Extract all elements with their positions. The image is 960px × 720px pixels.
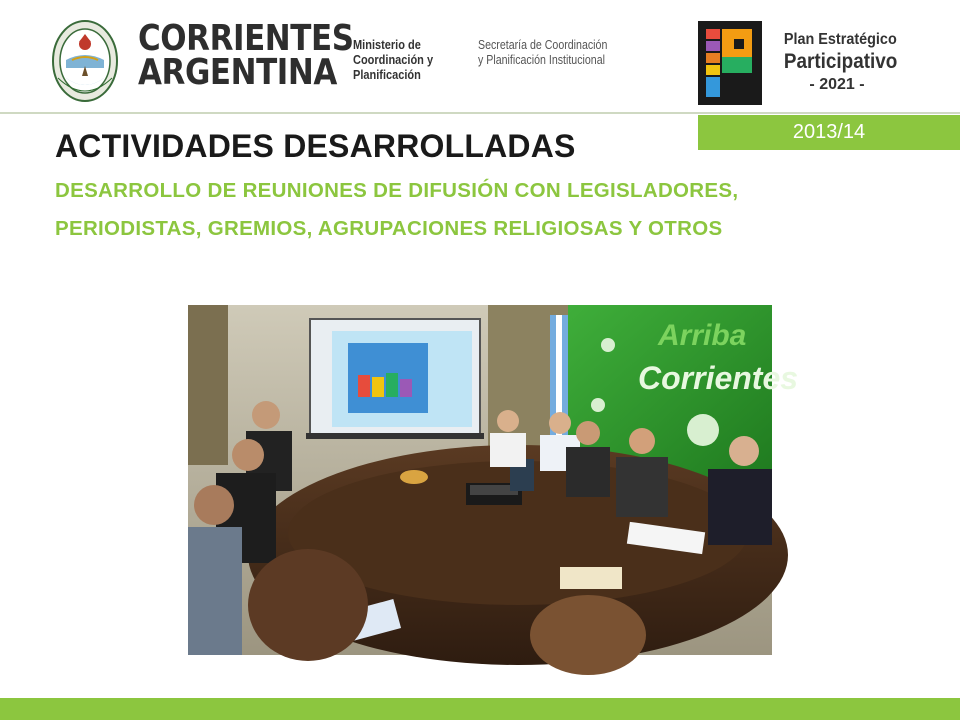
page-subtitle: DESARROLLO DE REUNIONES DE DIFUSIÓN CON LEGISLADORES, PERIODISTAS, GREMIOS, AGRUPACIONES RELIGIOSAS Y OTROS bbox=[55, 179, 739, 240]
brand-line-2: ARGENTINA bbox=[138, 52, 337, 93]
brand-wordmark bbox=[138, 18, 389, 93]
plan-estrategico-logo-icon bbox=[698, 21, 762, 105]
header-divider bbox=[0, 112, 960, 114]
banner-text-1: Arriba bbox=[658, 319, 747, 352]
brand-line-1: CORRIENTES bbox=[138, 18, 354, 59]
ministerio-label: Ministerio de Coordinación y Planificación bbox=[353, 38, 434, 82]
plan-line-3: - 2021 - bbox=[809, 76, 865, 93]
footer-bar bbox=[0, 698, 960, 720]
plan-line-1: Plan Estratégico bbox=[783, 31, 897, 48]
page-title: ACTIVIDADES DESARROLLADAS bbox=[55, 128, 576, 164]
secretaria-label: Secretaría de Coordinación y Planificación Institucional bbox=[478, 38, 608, 67]
plan-line-2: Participativo bbox=[783, 50, 898, 73]
header bbox=[0, 0, 960, 113]
year-badge: 2013/14 bbox=[698, 115, 960, 150]
plan-estrategico-title bbox=[778, 30, 896, 96]
banner-text-2: Corrientes bbox=[638, 360, 799, 396]
provincial-seal-icon bbox=[52, 20, 118, 102]
meeting-photo-illustration bbox=[188, 305, 799, 655]
meeting-photo bbox=[188, 305, 799, 655]
